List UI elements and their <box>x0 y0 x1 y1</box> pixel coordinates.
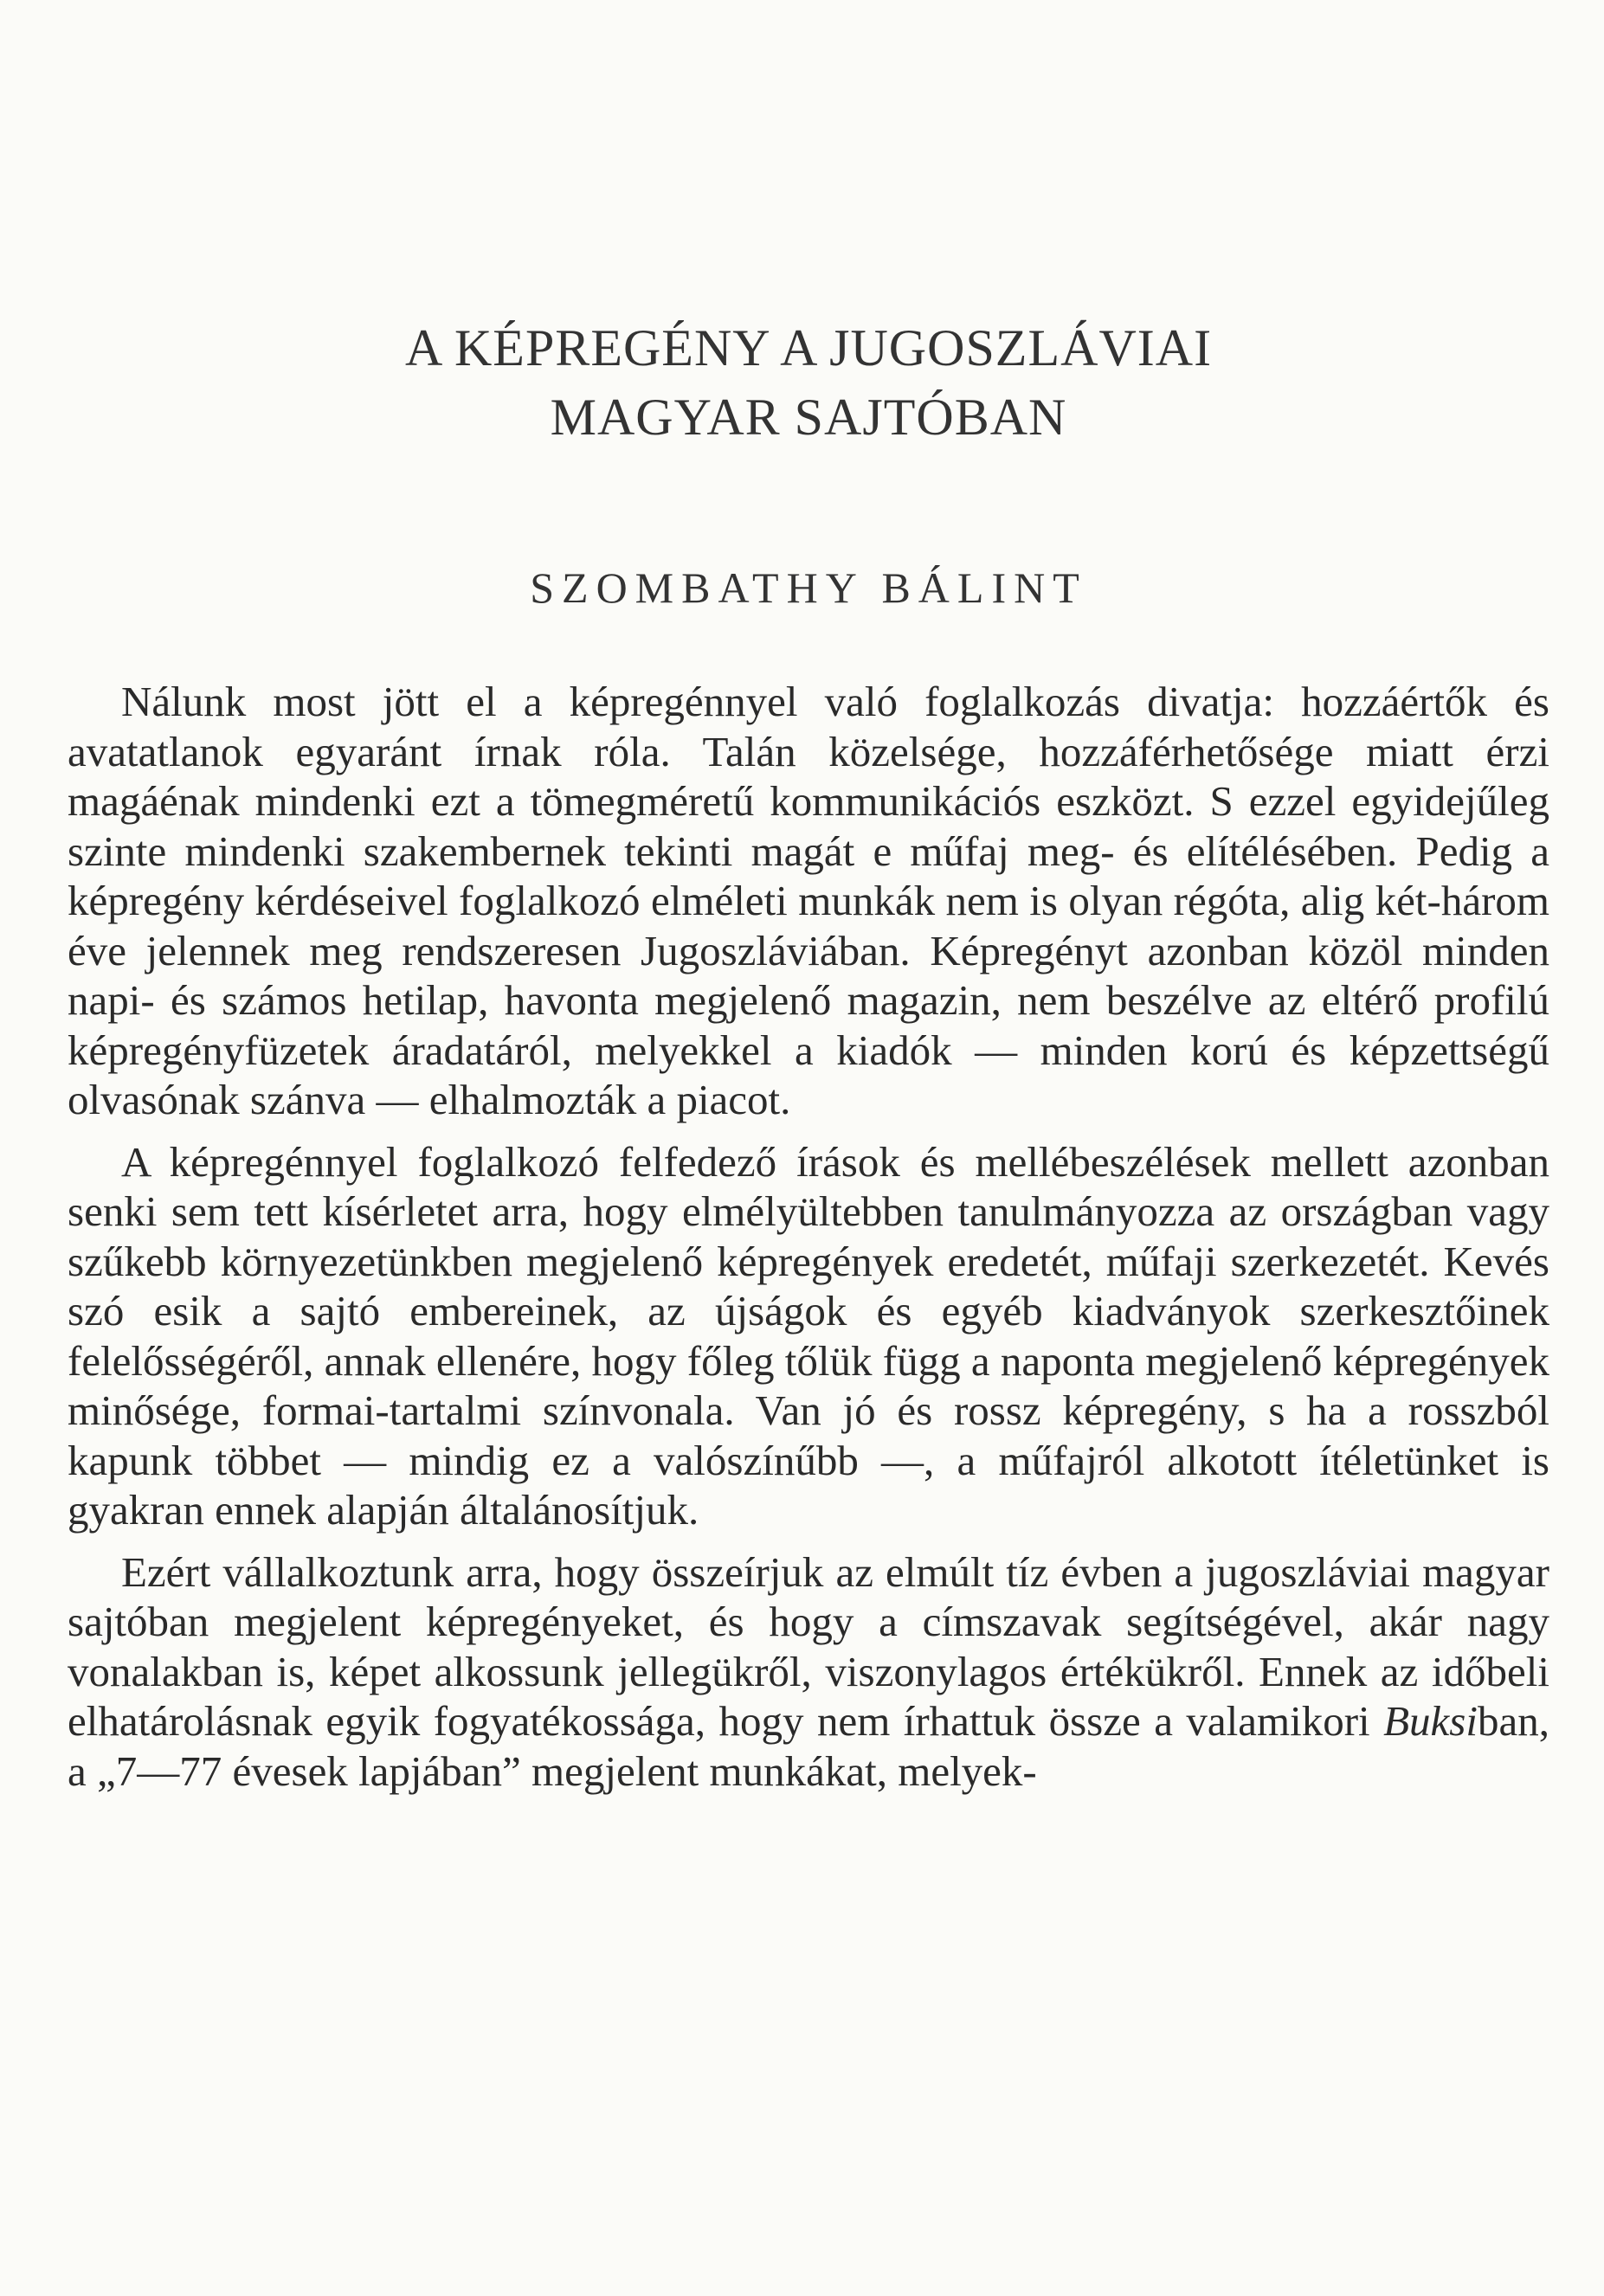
paragraph-3-text: Ezért vállalkoztunk arra, hogy összeírjuk az elmúlt tíz évben a jugoszláviai magyar sajtóban megjelent képregényeket, és hogy a címszavak segítségével, akár nagy vonalakban is, képet alkossunk jellegükről, viszonylagos értékükről. Ennek az időbeli elhatárolásnak egyik fogyatékossága, hogy nem írhattuk össze a valamikori <box>68 1547 1549 1745</box>
paragraph-3 <box>68 1547 1549 1797</box>
article-body <box>68 677 1549 1808</box>
italic-magazine-title: Buksi <box>1383 1697 1478 1745</box>
paragraph-1: Nálunk most jött el a képregénnyel való foglalkozás divatja: hozzáértők és avatatlanok egyaránt írnak róla. Talán közelsége, hozzáférhetősége miatt érzi magáénak mindenki ezt a tömegméretű kommunikációs eszközt. S ezzel egyidejűleg szinte mindenki szakembernek tekinti magát e műfaj meg- és elítélésében. Pedig a képregény kérdéseivel foglalkozó elméleti munkák nem is olyan régóta, alig két-három éve jelennek meg rendszeresen Jugoszláviában. Képregényt azonban közöl minden napi- és számos hetilap, havonta megjelenő magazin, nem beszélve az eltérő profilú képregényfüzetek áradatáról, melyekkel a kiadók — minden korú és képzettségű olvasónak szánva — elhalmozták a piacot. <box>68 678 1549 1123</box>
paragraph-2: A képregénnyel foglalkozó felfedező írások és mellébeszélések mellett azonban senki sem tett kísérletet arra, hogy elmélyültebben tanulmányozza az országban vagy szűkebb környezetünkben megjelenő képregények eredetét, műfaji szerkezetét. Kevés szó esik a sajtó embereinek, az újságok és egyéb kiadványok szerkesztőinek felelősségéről, annak ellenére, hogy főleg tőlük függ a naponta megjelenő képregények minősége, formai-tartalmi színvonala. Van jó és rossz képregény, s ha a rosszból kapunk többet — mindig ez a valószínűbb —, a műfajról alkotott ítéletünket is gyakran ennek alapján általánosítjuk. <box>68 1137 1549 1534</box>
article-title <box>68 313 1549 452</box>
document-page <box>68 0 1549 2296</box>
paragraph-3-tail: ban, a „7—77 évesek lapjában” megjelent munkákat, melyek- <box>68 1697 1549 1795</box>
title-line-2: MAGYAR SAJTÓBAN <box>550 389 1067 446</box>
title-line-1: A KÉPREGÉNY A JUGOSZLÁVIAI <box>404 319 1213 376</box>
article-author: SZOMBATHY BÁLINT <box>530 563 1087 612</box>
